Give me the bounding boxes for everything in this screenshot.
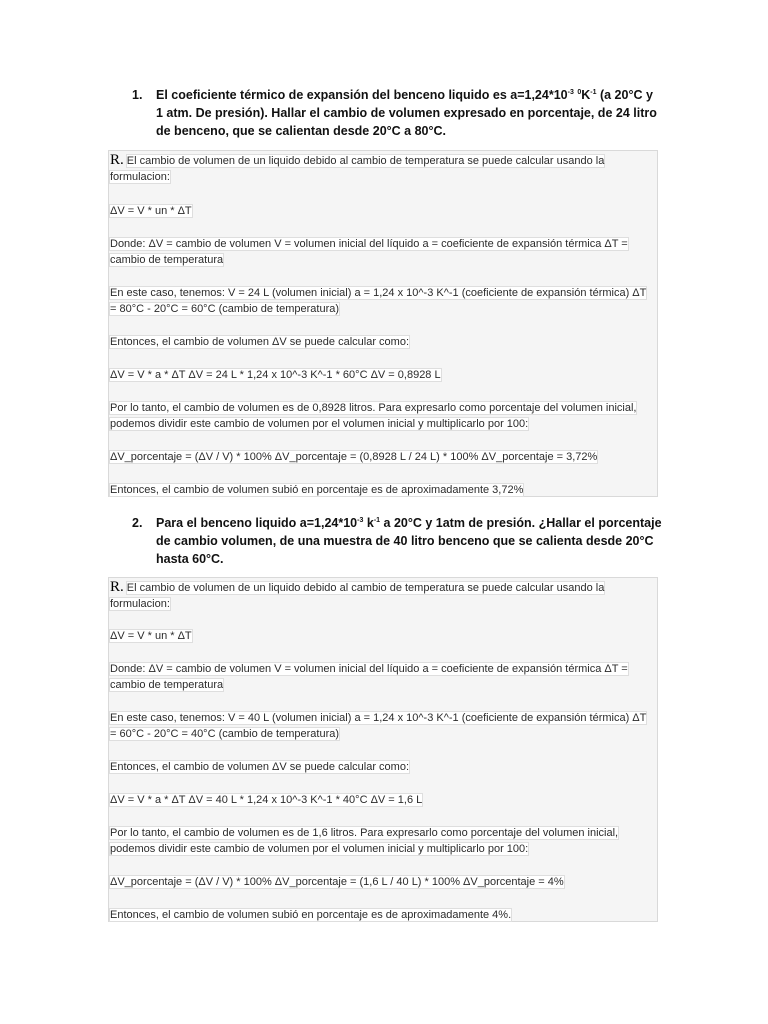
question-text: Para el benceno liquido $a=1,24*10^{-3}$ $k^{-1}$ a 20°C y 1atm de presión. ¿Hallar el porcentaje de cambio volumen, de una muestra de 40 litro benceno que se calienta desde 20°C hasta 60°C. <box>156 516 662 566</box>
answer-paragraph: ΔV = V * a * ΔT ΔV = 24 L * 1,24 x 10^-3 K^-1 * 60°C ΔV = 0,8928 L <box>110 369 441 381</box>
answer-label: R. <box>110 579 124 595</box>
answer-paragraph: Por lo tanto, el cambio de volumen es de 1,6 litros. Para expresarlo como porcentaje del volumen inicial, podemos dividir este cambio de volumen por el volumen inicial y multiplicarlo por 100: <box>110 827 619 855</box>
answer-paragraph: Entonces, el cambio de volumen subió en porcentaje es de aproximadamente 4%. <box>110 909 512 921</box>
answer-paragraph: Entonces, el cambio de volumen ΔV se puede calcular como: <box>110 336 410 348</box>
answer-paragraph: ΔV = V * a * ΔT ΔV = 40 L * 1,24 x 10^-3 K^-1 * 40°C ΔV = 1,6 L <box>110 794 423 806</box>
answer-paragraph: R. El cambio de volumen de un liquido debido al cambio de temperatura se puede calcular usando la formulacion: <box>110 579 605 610</box>
answer-paragraph: Donde: ΔV = cambio de volumen V = volumen inicial del líquido a = coeficiente de expansión térmica ΔT = cambio de temperatura <box>110 238 628 266</box>
answer-paragraph: En este caso, tenemos: V = 24 L (volumen inicial) a = 1,24 x 10^-3 K^-1 (coeficiente de expansión térmica) ΔT = 80°C - 20°C = 60°C (cambio de temperatura) <box>110 287 647 315</box>
answer-paragraph: Entonces, el cambio de volumen ΔV se puede calcular como: <box>110 761 410 773</box>
answer-box-1 <box>108 150 658 497</box>
answer-paragraph: ΔV_porcentaje = (ΔV / V) * 100% ΔV_porcentaje = (1,6 L / 40 L) * 100% ΔV_porcentaje = 4% <box>110 876 564 888</box>
question-number: 2. <box>132 516 143 530</box>
answer-paragraph: ΔV_porcentaje = (ΔV / V) * 100% ΔV_porcentaje = (0,8928 L / 24 L) * 100% ΔV_porcentaje = 3,72% <box>110 451 598 463</box>
answer-paragraph: ΔV = V * un * ΔT <box>110 205 192 217</box>
answer-paragraph: Entonces, el cambio de volumen subió en porcentaje es de aproximadamente 3,72% <box>110 484 524 496</box>
answer-label: R. <box>110 152 124 168</box>
answer-paragraph: ΔV = V * un * ΔT <box>110 630 192 642</box>
answer-paragraph: Donde: ΔV = cambio de volumen V = volumen inicial del líquido a = coeficiente de expansión térmica ΔT = cambio de temperatura <box>110 663 628 691</box>
answer-box-2 <box>108 577 658 922</box>
answer-paragraph: En este caso, tenemos: V = 40 L (volumen inicial) a = 1,24 x 10^-3 K^-1 (coeficiente de expansión térmica) ΔT = 60°C - 20°C = 40°C (cambio de temperatura) <box>110 712 647 740</box>
answer-paragraph: Por lo tanto, el cambio de volumen es de 0,8928 litros. Para expresarlo como porcentaje del volumen inicial, podemos dividir este cambio de volumen por el volumen inicial y multiplicarlo por 100: <box>110 402 637 430</box>
question-number: 1. <box>132 88 143 102</box>
answer-paragraph: R. El cambio de volumen de un liquido debido al cambio de temperatura se puede calcular usando la formulacion: <box>110 152 605 183</box>
question-text: El coeficiente térmico de expansión del benceno liquido es $a=1,24*10^{-3}$ $^0K^{-1}$ (a 20°C y 1 atm. De presión). Hallar el cambio de volumen expresado en porcentaje, de 24 litro de benceno, que se calientan desde 20°C a 80°C. <box>156 88 657 138</box>
question-2 <box>132 514 662 568</box>
question-1 <box>132 86 662 140</box>
